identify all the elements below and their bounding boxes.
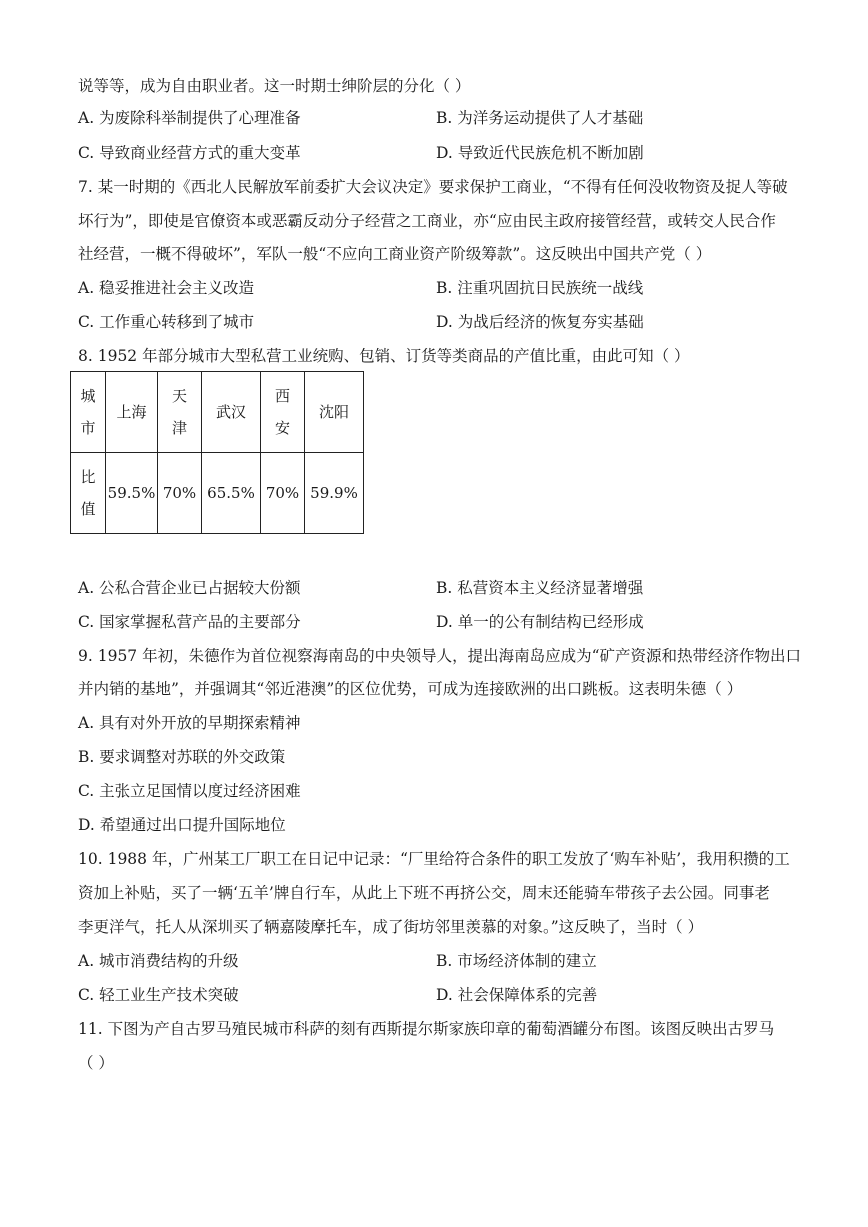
q11-stem-line-1: 11. 下图为产自古罗马殖民城市科萨的刻有西斯提尔斯家族印章的葡萄酒罐分布图。该图反映出古罗马 — [78, 1020, 775, 1038]
q6-option-d: D. 导致近代民族危机不断加剧 — [436, 144, 644, 162]
q9-stem-line-2: 并内销的基地”，并强调其“邻近港澳”的区位优势，可成为连接欧洲的出口跳板。这表明朱德（ ） — [78, 680, 743, 698]
q9-option-b: B. 要求调整对苏联的外交政策 — [78, 748, 286, 766]
q9-option-a: A. 具有对外开放的早期探索精神 — [78, 714, 301, 732]
value-cell: 59.9% — [305, 453, 364, 534]
value-cell: 65.5% — [202, 453, 261, 534]
q6-option-b: B. 为洋务运动提供了人才基础 — [436, 109, 644, 127]
q9-option-d: D. 希望通过出口提升国际地位 — [78, 816, 286, 834]
value-cell: 70% — [261, 453, 305, 534]
q7-stem-line-2: 坏行为”，即使是官僚资本或恶霸反动分子经营之工商业，亦“应由民主政府接管经营，或转交人民合作 — [78, 212, 776, 230]
q6-option-c: C. 导致商业经营方式的重大变革 — [78, 144, 301, 162]
q7-stem-line-1: 7. 某一时期的《西北人民解放军前委扩大会议决定》要求保护工商业，“不得有任何没收物资及捉人等破 — [78, 178, 788, 196]
q6-option-a: A. 为废除科举制提供了心理准备 — [78, 109, 301, 127]
value-cell: 59.5% — [106, 453, 158, 534]
row-header-value: 比值 — [71, 453, 106, 534]
q10-option-b: B. 市场经济体制的建立 — [436, 952, 597, 970]
city-cell: 沈阳 — [305, 372, 364, 453]
q7-stem-line-3: 社经营，一概不得破坏”，军队一般“不应向工商业资产阶级筹款”。这反映出中国共产党（ ） — [78, 245, 712, 263]
q10-option-c: C. 轻工业生产技术突破 — [78, 986, 239, 1004]
q9-stem-line-1: 9. 1957 年初，朱德作为首位视察海南岛的中央领导人，提出海南岛应成为“矿产资源和热带经济作物出口 — [78, 647, 802, 665]
q10-option-d: D. 社会保障体系的完善 — [436, 986, 598, 1004]
city-cell: 上海 — [106, 372, 158, 453]
table-row — [71, 372, 364, 453]
q7-option-b: B. 注重巩固抗日民族统一战线 — [436, 279, 644, 297]
city-cell: 天津 — [158, 372, 202, 453]
q7-option-c: C. 工作重心转移到了城市 — [78, 313, 255, 331]
q10-stem-line-2: 资加上补贴，买了一辆‘五羊’牌自行车，从此上下班不再挤公交，周末还能骑车带孩子去公园。同事老 — [78, 884, 770, 902]
q10-stem-line-3: 李更洋气，托人从深圳买了辆嘉陵摩托车，成了街坊邻里羡慕的对象。”这反映了，当时（ ） — [78, 918, 704, 936]
q7-option-d: D. 为战后经济的恢复夯实基础 — [436, 313, 644, 331]
q8-option-a: A. 公私合营企业已占据较大份额 — [78, 579, 301, 597]
q9-option-c: C. 主张立足国情以度过经济困难 — [78, 782, 301, 800]
q7-option-a: A. 稳妥推进社会主义改造 — [78, 279, 255, 297]
row-header-city: 城市 — [71, 372, 106, 453]
q6-stem-tail: 说等等，成为自由职业者。这一时期士绅阶层的分化（ ） — [78, 77, 471, 95]
q11-stem-line-2: （ ） — [78, 1054, 114, 1072]
q8-stem: 8. 1952 年部分城市大型私营工业统购、包销、订货等类商品的产值比重，由此可知（ ） — [78, 347, 690, 365]
q10-stem-line-1: 10. 1988 年，广州某工厂职工在日记中记录：“厂里给符合条件的职工发放了‘购车补贴’，我用积攒的工 — [78, 850, 790, 868]
q8-data-table — [70, 371, 364, 534]
q8-option-b: B. 私营资本主义经济显著增强 — [436, 579, 644, 597]
q10-option-a: A. 城市消费结构的升级 — [78, 952, 239, 970]
q8-option-d: D. 单一的公有制结构已经形成 — [436, 613, 644, 631]
city-cell: 武汉 — [202, 372, 261, 453]
table-row — [71, 453, 364, 534]
q8-option-c: C. 国家掌握私营产品的主要部分 — [78, 613, 301, 631]
city-cell: 西安 — [261, 372, 305, 453]
value-cell: 70% — [158, 453, 202, 534]
